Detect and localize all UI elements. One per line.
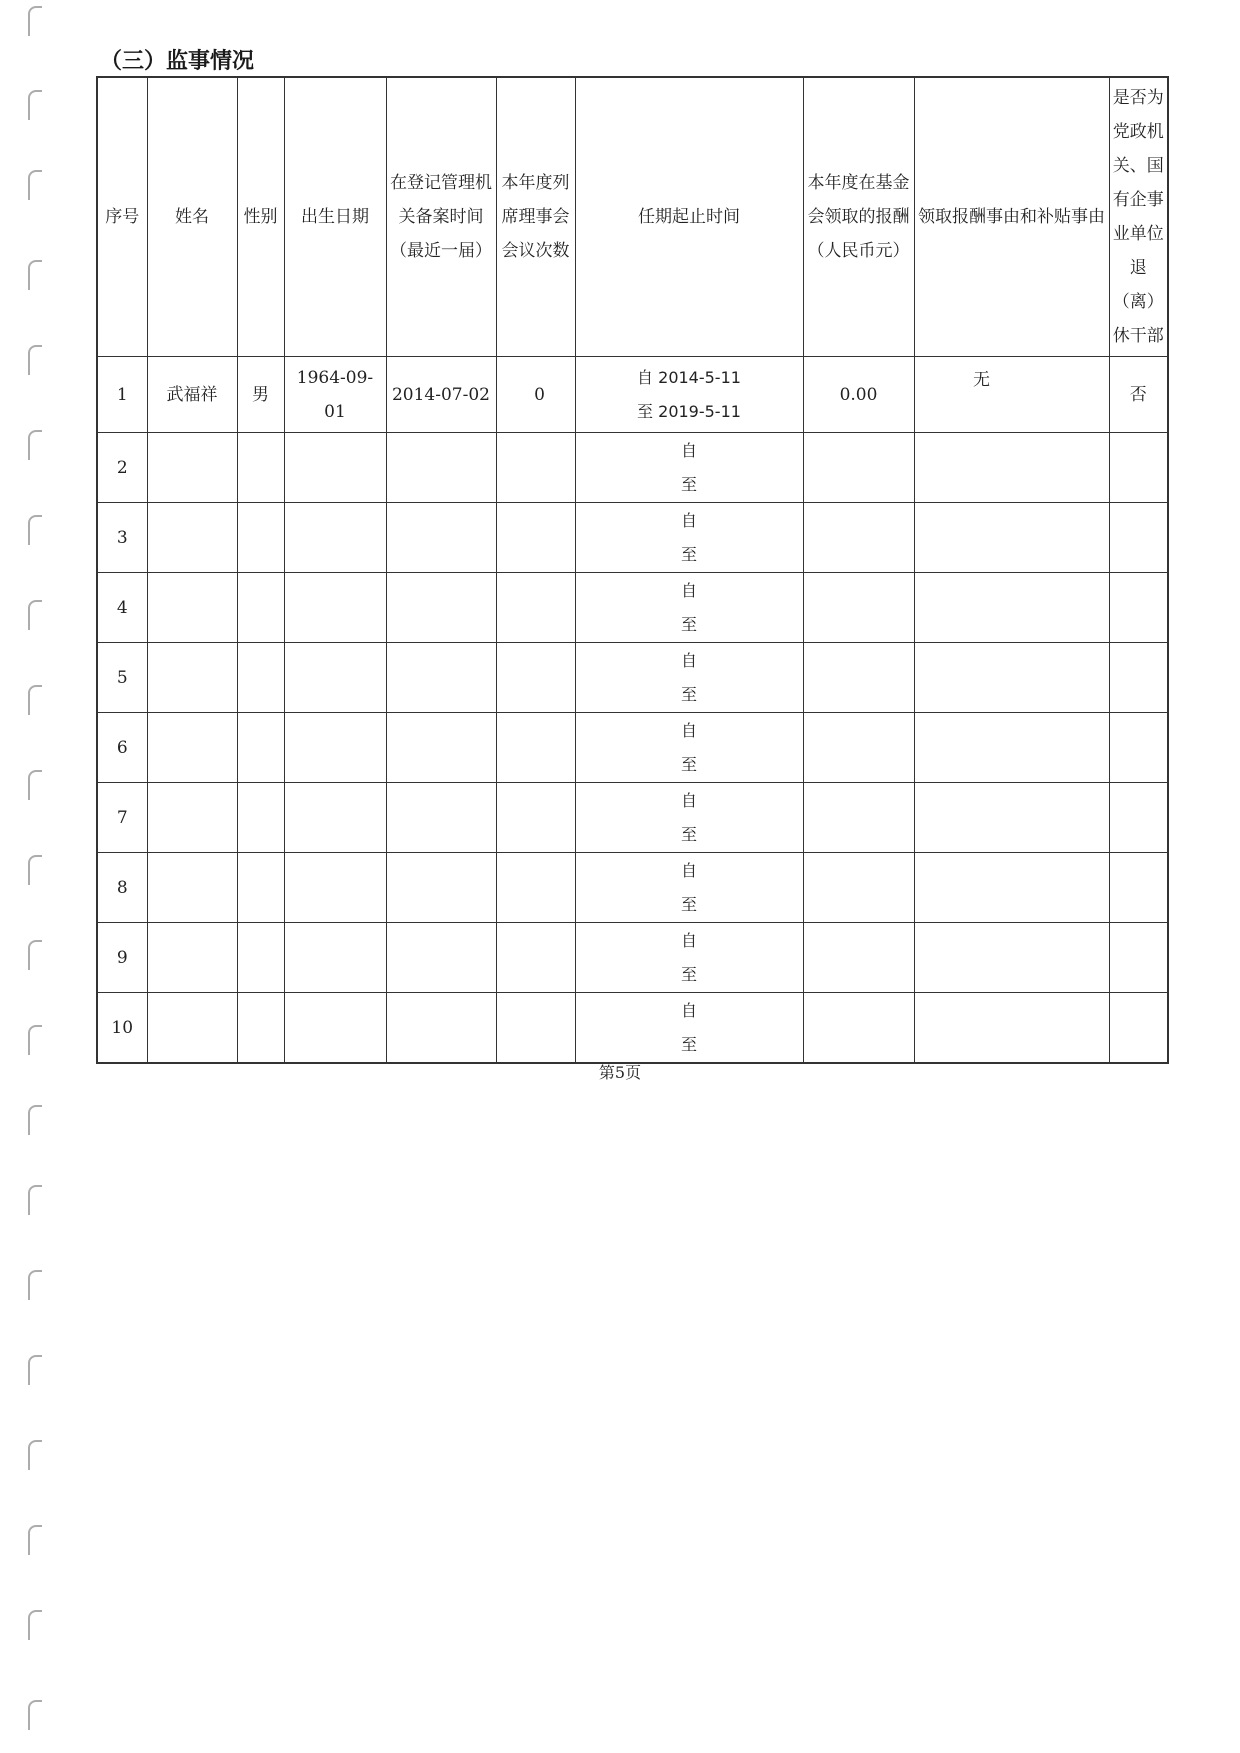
- cell-meetings: 0: [496, 357, 575, 433]
- cell-retired: [1109, 643, 1168, 713]
- section-title: （三）监事情况: [100, 49, 255, 74]
- cell-seq: 4: [97, 573, 147, 643]
- binding-hole-mark: [28, 1270, 42, 1300]
- cell-gender: [237, 783, 284, 853]
- cell-retired: [1109, 503, 1168, 573]
- header-retired: 是否为党政机关、国有企事业单位退（离）休干部: [1109, 77, 1168, 357]
- cell-filing-time: [386, 993, 496, 1064]
- cell-name: [147, 993, 237, 1064]
- cell-term: [575, 923, 803, 993]
- cell-pay: [803, 643, 914, 713]
- cell-retired: [1109, 713, 1168, 783]
- cell-name: [147, 923, 237, 993]
- cell-meetings: [496, 433, 575, 503]
- cell-pay-reason: [914, 357, 1109, 433]
- binding-hole-mark: [28, 1440, 42, 1470]
- binding-hole-mark: [28, 170, 42, 200]
- cell-pay: [803, 713, 914, 783]
- table-row: [97, 853, 1168, 923]
- cell-meetings: [496, 923, 575, 993]
- header-birth-date: 出生日期: [284, 77, 386, 357]
- cell-meetings: [496, 993, 575, 1064]
- binding-hole-mark: [28, 260, 42, 290]
- cell-pay-reason: [914, 713, 1109, 783]
- cell-pay: [803, 503, 914, 573]
- term-from: 自: [680, 510, 697, 530]
- term-to: 至: [680, 894, 697, 914]
- cell-retired: [1109, 993, 1168, 1064]
- cell-birth-date: [284, 573, 386, 643]
- cell-meetings: [496, 503, 575, 573]
- cell-seq: 3: [97, 503, 147, 573]
- cell-retired: [1109, 573, 1168, 643]
- table-row: [97, 923, 1168, 993]
- table-row: [97, 573, 1168, 643]
- term-from: 自: [680, 860, 697, 880]
- cell-term: [575, 783, 803, 853]
- term-from: 自: [680, 720, 697, 740]
- cell-name: [147, 783, 237, 853]
- cell-gender: [237, 503, 284, 573]
- binding-hole-mark: [28, 430, 42, 460]
- cell-seq: 8: [97, 853, 147, 923]
- table-row: [97, 713, 1168, 783]
- cell-pay: 0.00: [803, 357, 914, 433]
- cell-pay: [803, 923, 914, 993]
- cell-name: [147, 713, 237, 783]
- table-row: [97, 783, 1168, 853]
- cell-meetings: [496, 573, 575, 643]
- header-pay: 本年度在基金会领取的报酬（人民币元）: [803, 77, 914, 357]
- cell-term: [575, 713, 803, 783]
- cell-pay: [803, 993, 914, 1064]
- cell-retired: [1109, 923, 1168, 993]
- cell-meetings: [496, 853, 575, 923]
- cell-meetings: [496, 643, 575, 713]
- cell-seq: 10: [97, 993, 147, 1064]
- cell-pay: [803, 573, 914, 643]
- cell-pay: [803, 433, 914, 503]
- cell-name: [147, 433, 237, 503]
- cell-birth-date: [284, 923, 386, 993]
- cell-gender: 男: [237, 357, 284, 433]
- term-from: 自: [680, 440, 697, 460]
- cell-pay: [803, 853, 914, 923]
- cell-filing-time: [386, 573, 496, 643]
- term-to: 至: [680, 614, 697, 634]
- cell-name: [147, 853, 237, 923]
- table-row: [97, 643, 1168, 713]
- term-to: 至: [680, 684, 697, 704]
- cell-seq: 1: [97, 357, 147, 433]
- table-row: [97, 357, 1168, 433]
- header-seq: 序号: [97, 77, 147, 357]
- term-to: 至: [680, 964, 697, 984]
- cell-retired: 否: [1109, 357, 1168, 433]
- cell-pay-reason: [914, 993, 1109, 1064]
- cell-birth-date: [284, 783, 386, 853]
- binding-hole-mark: [28, 600, 42, 630]
- cell-pay-reason: [914, 573, 1109, 643]
- binding-hole-mark: [28, 515, 42, 545]
- cell-filing-time: 2014-07-02: [386, 357, 496, 433]
- term-from: 自: [680, 790, 697, 810]
- cell-birth-date: [284, 433, 386, 503]
- cell-term: [575, 357, 803, 433]
- cell-name: [147, 643, 237, 713]
- cell-filing-time: [386, 783, 496, 853]
- binding-hole-mark: [28, 6, 42, 36]
- cell-seq: 2: [97, 433, 147, 503]
- cell-name: [147, 573, 237, 643]
- cell-term: [575, 433, 803, 503]
- header-pay-reason: 领取报酬事由和补贴事由: [914, 77, 1109, 357]
- binding-hole-mark: [28, 345, 42, 375]
- cell-birth-date: [284, 713, 386, 783]
- binding-hole-mark: [28, 1700, 42, 1730]
- cell-term: [575, 853, 803, 923]
- term-to: 至: [680, 754, 697, 774]
- cell-pay: [803, 783, 914, 853]
- term-to: 至: [680, 824, 697, 844]
- cell-term: [575, 643, 803, 713]
- cell-term: [575, 993, 803, 1064]
- binding-hole-mark: [28, 940, 42, 970]
- cell-gender: [237, 433, 284, 503]
- cell-birth-date: 1964-09-01: [284, 357, 386, 433]
- term-from: 自: [680, 930, 697, 950]
- cell-gender: [237, 713, 284, 783]
- cell-gender: [237, 993, 284, 1064]
- cell-name: 武福祥: [147, 357, 237, 433]
- table-row: [97, 993, 1168, 1064]
- cell-filing-time: [386, 643, 496, 713]
- cell-retired: [1109, 853, 1168, 923]
- cell-seq: 6: [97, 713, 147, 783]
- cell-seq: 9: [97, 923, 147, 993]
- binding-hole-mark: [28, 1185, 42, 1215]
- header-row: [97, 77, 1168, 357]
- binding-hole-mark: [28, 1355, 42, 1385]
- cell-filing-time: [386, 433, 496, 503]
- cell-pay-reason: [914, 923, 1109, 993]
- cell-seq: 5: [97, 643, 147, 713]
- cell-gender: [237, 923, 284, 993]
- cell-filing-time: [386, 713, 496, 783]
- term-to: 至: [680, 544, 697, 564]
- term-from: 自: [680, 650, 697, 670]
- cell-pay-reason: [914, 853, 1109, 923]
- term-from: 自: [680, 580, 697, 600]
- term-from: 自: [680, 1000, 697, 1020]
- binding-hole-mark: [28, 1025, 42, 1055]
- header-name: 姓名: [147, 77, 237, 357]
- cell-name: [147, 503, 237, 573]
- binding-hole-mark: [28, 1525, 42, 1555]
- supervisor-table: [96, 76, 1169, 1064]
- cell-filing-time: [386, 853, 496, 923]
- cell-retired: [1109, 433, 1168, 503]
- cell-filing-time: [386, 503, 496, 573]
- binding-hole-mark: [28, 855, 42, 885]
- cell-gender: [237, 643, 284, 713]
- term-to: 至 2019-5-11: [637, 401, 741, 421]
- cell-gender: [237, 853, 284, 923]
- term-to: 至: [680, 1034, 697, 1054]
- pay-reason-text: 无: [973, 370, 990, 390]
- cell-pay-reason: [914, 503, 1109, 573]
- binding-hole-mark: [28, 1105, 42, 1135]
- table-row: [97, 433, 1168, 503]
- cell-birth-date: [284, 503, 386, 573]
- cell-pay-reason: [914, 783, 1109, 853]
- cell-gender: [237, 573, 284, 643]
- cell-term: [575, 573, 803, 643]
- header-term: 任期起止时间: [575, 77, 803, 357]
- cell-birth-date: [284, 993, 386, 1064]
- cell-pay-reason: [914, 643, 1109, 713]
- term-from: 自 2014-5-11: [637, 367, 741, 387]
- cell-retired: [1109, 783, 1168, 853]
- page-number: 第5页: [598, 1063, 642, 1082]
- binding-hole-mark: [28, 90, 42, 120]
- binding-hole-mark: [28, 685, 42, 715]
- table-row: [97, 503, 1168, 573]
- header-gender: 性别: [237, 77, 284, 357]
- cell-filing-time: [386, 923, 496, 993]
- cell-birth-date: [284, 643, 386, 713]
- term-to: 至: [680, 474, 697, 494]
- cell-meetings: [496, 783, 575, 853]
- cell-pay-reason: [914, 433, 1109, 503]
- cell-seq: 7: [97, 783, 147, 853]
- binding-hole-mark: [28, 770, 42, 800]
- cell-meetings: [496, 713, 575, 783]
- binding-hole-mark: [28, 1610, 42, 1640]
- header-meetings: 本年度列席理事会会议次数: [496, 77, 575, 357]
- cell-term: [575, 503, 803, 573]
- cell-birth-date: [284, 853, 386, 923]
- header-filing-time: 在登记管理机关备案时间（最近一届）: [386, 77, 496, 357]
